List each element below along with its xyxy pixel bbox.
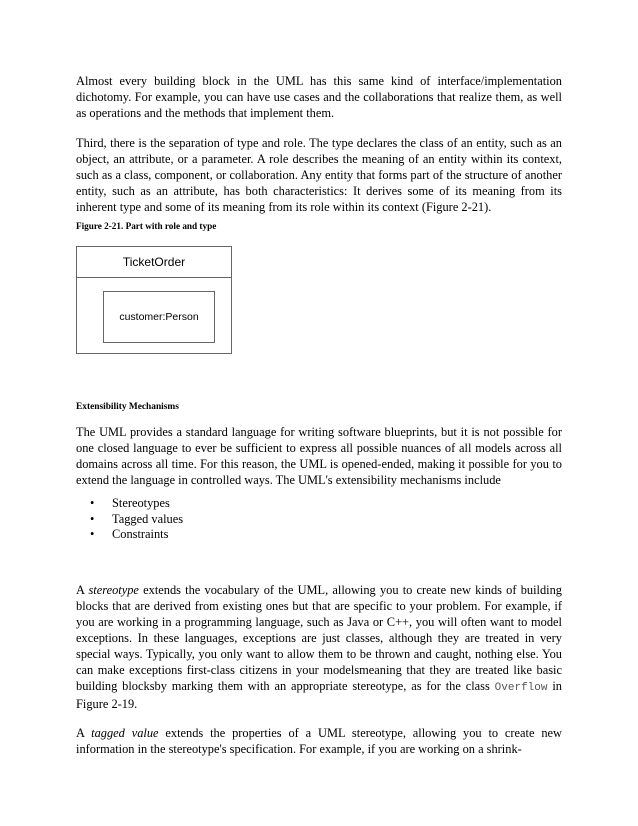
class-name-ticketorder: TicketOrder <box>77 247 231 278</box>
figure-caption: Figure 2-21. Part with role and type <box>76 221 217 231</box>
term-tagged-value: tagged value <box>91 726 159 740</box>
paragraph-stereotype: A stereotype extends the vocabulary of the UML, allowing you to create new kinds of building blocks that are derived from existing ones but that are specific to your problem. For example, if you are working in a programming language, such as Java or C++, you will often want to model exceptions. In these languages, exceptions are just classes, although they are treated in very special ways. Typically, you only want to allow them to be thrown and caught, nothing else. You can make exceptions first-class citizens in your modelsmeaning that they are treated like basic building blocksby marking them with an appropriate stereotype, as for the class Overflow in Figure 2-19. <box>76 583 562 711</box>
part-customer-person: customer:Person <box>103 291 215 343</box>
extensibility-list <box>90 496 183 543</box>
bullet-icon: • <box>90 511 95 526</box>
paragraph-extensibility-intro: The UML provides a standard language for writing software blueprints, but it is not possible for one closed language to ever be sufficient to express all possible nuances of all models across all domains across all time. For this reason, the UML is opened-ended, making it possible for you to extend the language in controlled ways. The UML's extensibility mechanisms include <box>76 425 562 487</box>
term-stereotype: stereotype <box>88 583 139 597</box>
section-heading: Extensibility Mechanisms <box>76 402 179 412</box>
figure-2-21-diagram <box>76 246 232 354</box>
bullet-icon: • <box>90 527 95 541</box>
list-item: • Stereotypes <box>90 496 170 510</box>
bullet-icon: • <box>90 496 95 510</box>
code-overflow: Overflow <box>494 682 548 694</box>
list-item: • Tagged values <box>90 511 184 526</box>
paragraph-type-and-role: Third, there is the separation of type and role. The type declares the class of an entity, such as an object, an attribute, or a parameter. A role describes the meaning of an entity within its context, such as a class, component, or collaboration. Any entity that forms part of the structure of another entity, such as an attribute, has both characteristics: It derives some of its meaning from its inherent type and some of its meaning from its role within its context (Figure 2-21). <box>76 136 562 214</box>
paragraph-tagged-value: A tagged value extends the properties of a UML stereotype, allowing you to create new information in the stereotype's specification. For example, if you are working on a shrink- <box>76 726 562 756</box>
paragraph-interface-dichotomy: Almost every building block in the UML has this same kind of interface/implementation dichotomy. For example, you can have use cases and the collaborations that realize them, as well as operations and the methods that implement them. <box>76 74 562 120</box>
list-item: • Constraints <box>90 527 169 541</box>
